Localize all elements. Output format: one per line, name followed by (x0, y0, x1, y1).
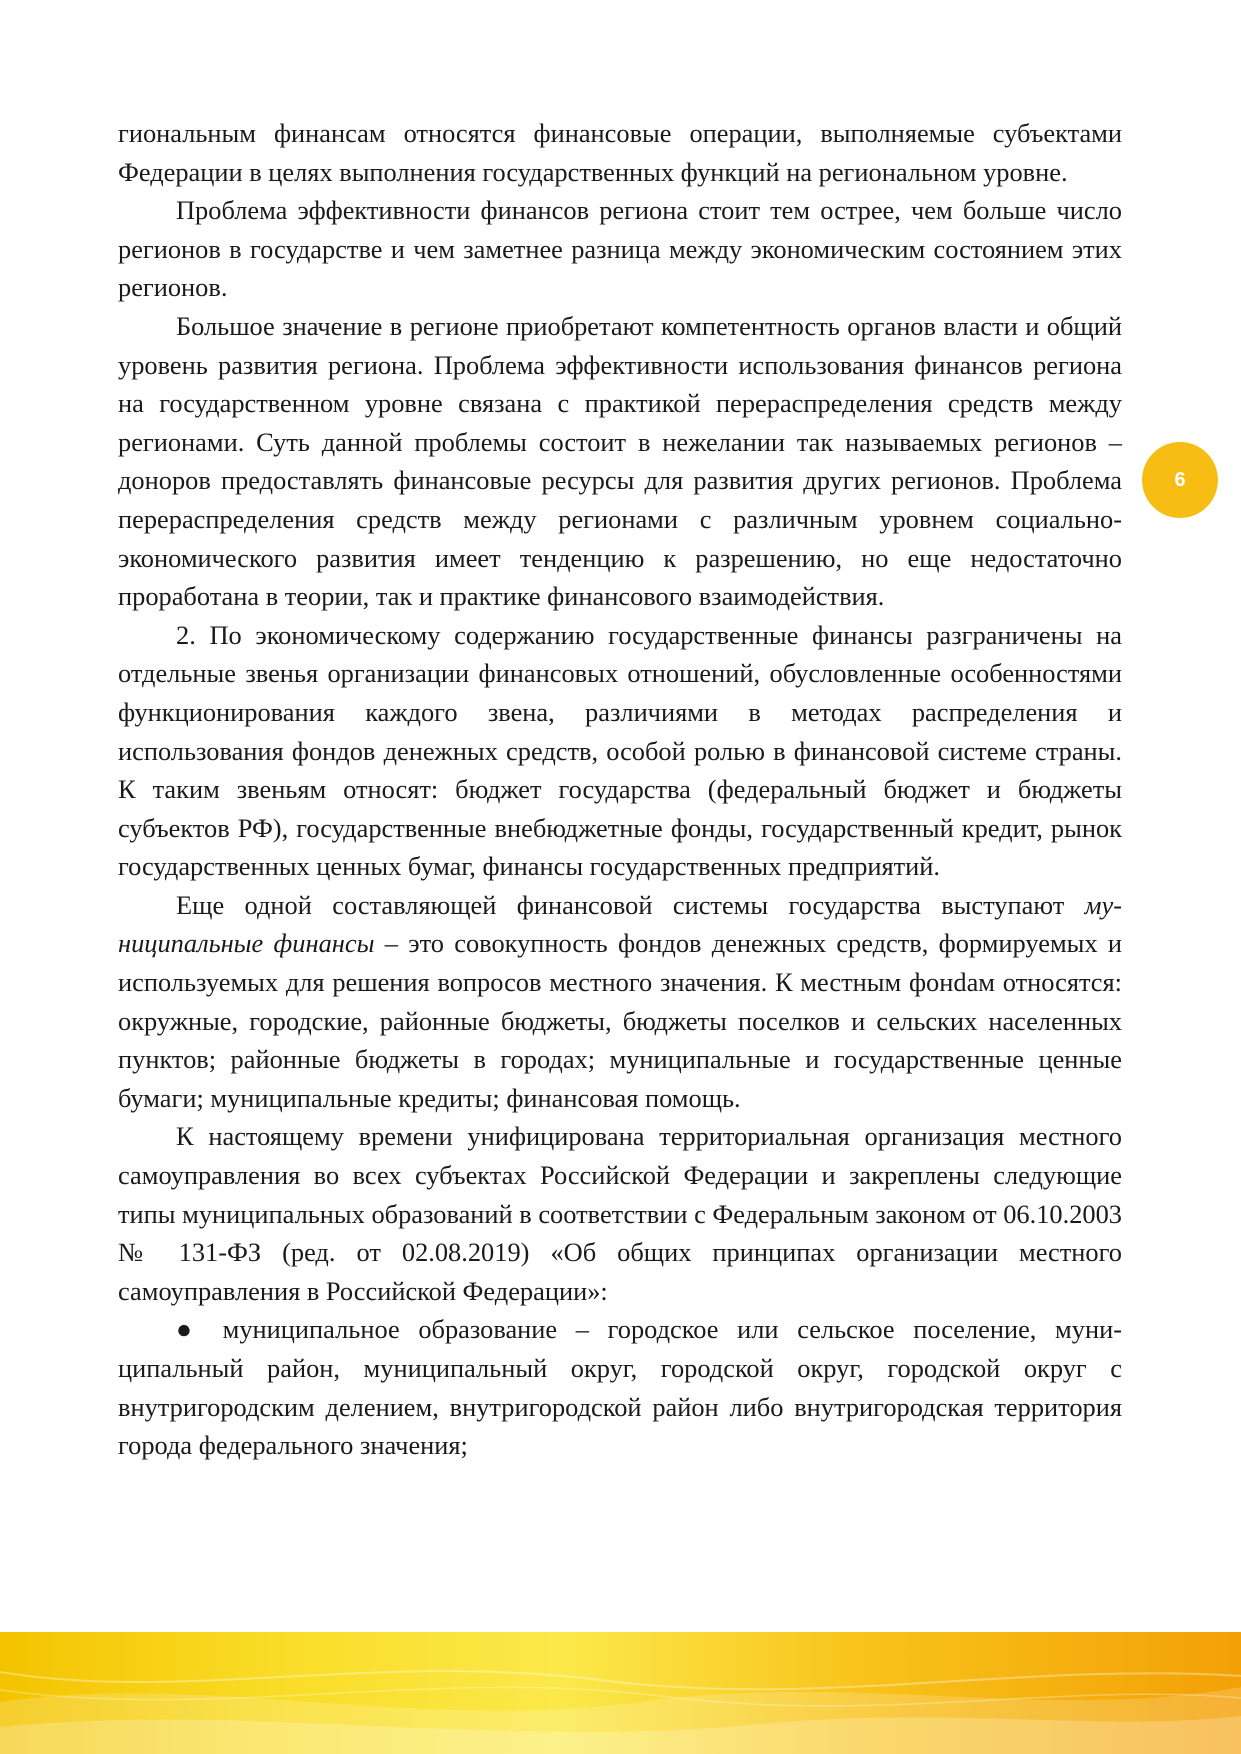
paragraph-2: Проблема эффективности финансов региона стоит тем острее, чем больше число регионов в государстве и чем заметнее разница между экономическим состоянием этих регионов. (118, 195, 1122, 303)
paragraph-5-lead: Еще одной составляющей финансовой системы государства выступают (176, 889, 1085, 920)
paragraph-1: гиональным финансам относятся финансовые операции, выполняемые субъектами Федерации в целях выполнения государственных функций на региональном уровне. (118, 118, 1122, 187)
paragraph-5-rest: – это совокупность фондов денежных средств, формируемых и используемых для решения вопросов местного значения. К местным фонdам относятся: окружные, городские, районные бюджеты, бюджеты поселков и сельских населенных пунктов; районные бюджеты в городах; муниципальные и государственные ценные бумаги; муниципальные кредиты; финансовая помощь. (118, 928, 1122, 1113)
bullet-item: ● муниципальное образование – городское или сельское поселение, муниципальный район, муниципальный округ, городской округ, городской округ с внутригородским делением, внутригородской район либо внутригородская территория города федерального значения; (118, 1314, 1122, 1461)
footer-decoration (0, 1632, 1241, 1754)
page-number-badge (1142, 442, 1218, 518)
paragraph-4: 2. По экономическому содержанию государственные финансы разграничены на отдельные звенья организации финансовых отношений, обусловленные особенностями функционирования каждого звена, различиями в методах распределения и использования фондов денежных средств, особой ролью в финансовой системе страны. К таким звеньям относят: бюджет государства (федеральный бюджет и бюджеты субъектов РФ), государственные внебюджетные фонды, государственный кредит, рынок государственных ценных бумаг, финансы государственных предприятий. (118, 619, 1122, 882)
paragraph-3: Большое значение в регионе приобретают компетентность органов власти и общий уровень развития региона. Проблема эффективности использования финансов региона на государственном уровне связана с практикой перераспределения средств между регионами. Суть данной проблемы состоит в нежелании так называемых регионов – доноров предоставлять финансовые ресурсы для развития других регионов. Проблема перераспределения средств между регионами с различным уровнем социально-экономического развития имеет тенденцию к разрешению, но еще недостаточно проработана в теории, так и практике финансового взаимодействия. (118, 310, 1122, 612)
body-text (118, 114, 1122, 1465)
footer-wave-graphic (0, 1632, 1241, 1754)
paragraph-5 (118, 886, 1122, 1118)
term-municipal-finance: муниципальные финансы (118, 889, 1122, 959)
page-number: 6 (1174, 468, 1186, 491)
paragraph-6: К настоящему времени унифицирована территориальная организация местного самоуправления во всех субъектах Российской Федерации и закреплены следующие типы муниципальных образований в соответствии с Федеральным законом от 06.10.2003 № 131-ФЗ (ред. от 02.08.2019) «Об общих принципах организации местного самоуправления в Российской Федерации»: (118, 1121, 1122, 1306)
